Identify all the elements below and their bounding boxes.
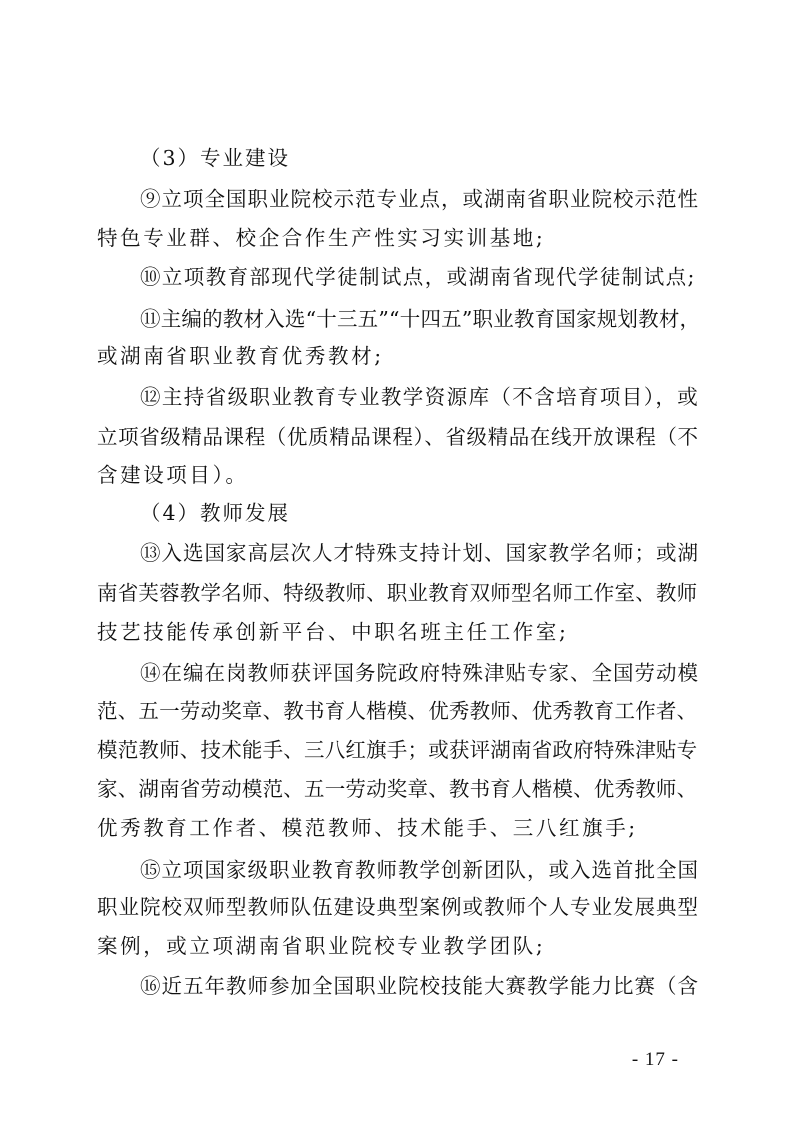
item-12-line-1: ⑫主持省级职业教育专业教学资源库（不含培育项目），或 [140,385,700,409]
item-14-line-1: ⑭在编在岗教师获评国务院政府特殊津贴专家、全国劳动模 [140,661,699,685]
item-13-line-1: ⑬入选国家高层次人才特殊支持计划、国家教学名师；或湖 [140,541,699,565]
item-14-line-5: 优秀教育工作者、模范教师、技术能手、三八红旗手; [97,816,638,840]
item-15-line-2: 职业院校双师型教师队伍建设典型案例或教师个人专业发展典型 [97,895,699,919]
item-15-line-3: 案例，或立项湖南省职业院校专业教学团队; [97,934,546,958]
item-9-line-2: 特色专业群、校企合作生产性实习实训基地; [97,226,546,250]
item-14-line-4: 家、湖南省劳动模范、五一劳动奖章、教书育人楷模、优秀教师、 [97,777,698,801]
section-heading-professional-construction: （3）专业建设 [140,146,291,170]
item-12-line-2: 立项省级精品课程（优质精品课程）、省级精品在线开放课程（不 [97,425,699,449]
item-11-line-1: ⑪主编的教材入选“十三五”“十四五”职业教育国家规划教材， [140,307,701,331]
page-number: - 17 - [631,1049,679,1070]
item-9-line-1: ⑨立项全国职业院校示范专业点，或湖南省职业院校示范性 [140,187,699,211]
item-14-line-2: 范、五一劳动奖章、教书育人楷模、优秀教师、优秀教育工作者、 [97,699,698,723]
section-heading-teacher-development: （4）教师发展 [140,501,291,525]
item-11-line-2: 或湖南省职业教育优秀教材; [97,344,384,368]
item-14-line-3: 模范教师、技术能手、三八红旗手；或获评湖南省政府特殊津贴专 [97,738,698,762]
item-13-line-2: 南省芙蓉教学名师、特级教师、职业教育双师型名师工作室、教师 [97,581,698,605]
item-15-line-1: ⑮立项国家级职业教育教师教学创新团队，或入选首批全国 [140,858,699,882]
item-16-line-1: ⑯近五年教师参加全国职业院校技能大赛教学能力比赛（含 [140,974,699,998]
item-13-line-3: 技艺技能传承创新平台、中职名班主任工作室; [97,620,569,644]
item-12-line-3: 含建设项目）。 [97,463,249,487]
item-10-line-1: ⑩立项教育部现代学徒制试点，或湖南省现代学徒制试点; [140,265,696,289]
